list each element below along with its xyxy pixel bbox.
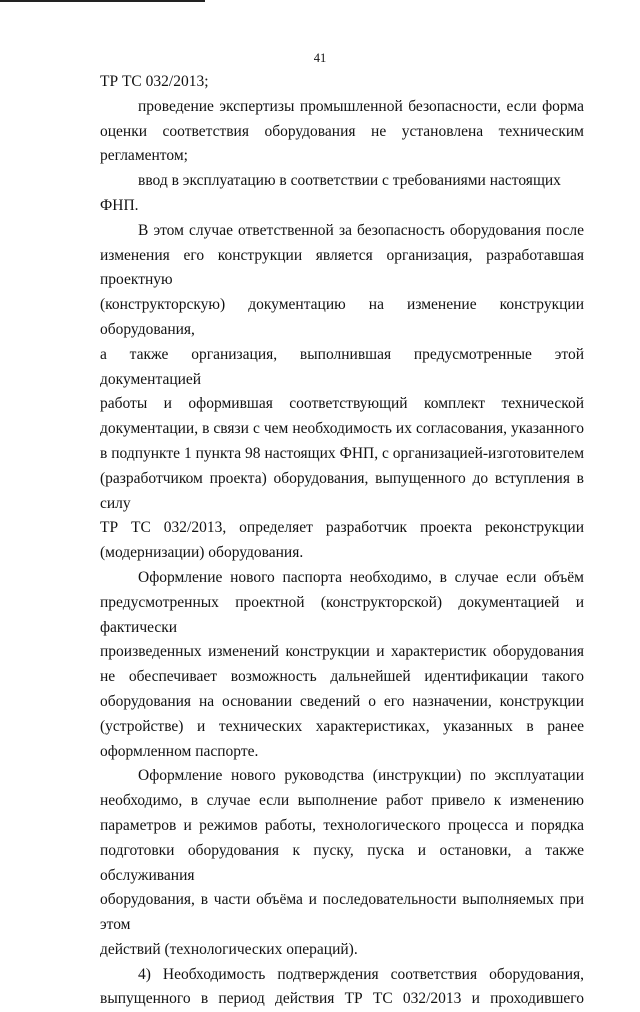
line: подготовки оборудования к пуску, пуска и остановки, а также обслуживания bbox=[100, 841, 584, 884]
line: ввод в эксплуатацию в соответствии с требованиями настоящих ФНП. bbox=[100, 172, 561, 214]
page-number: 41 bbox=[313, 51, 327, 65]
line: не обеспечивает возможность дальнейшей идентификации такого bbox=[100, 668, 584, 686]
line: оборудования на основании сведений о его назначении, конструкции bbox=[100, 692, 584, 710]
paragraph-2 bbox=[100, 95, 584, 169]
line: (устройстве) и технических характеристиках, указанных в ранее bbox=[100, 717, 584, 735]
line: в подпункте 1 пункта 98 настоящих ФНП, с организацией-изготовителем bbox=[100, 444, 584, 462]
line: документации, в связи с чем необходимость их согласования, указанного bbox=[100, 420, 584, 438]
line: предусмотренных проектной (конструкторской) документацией и фактически bbox=[100, 593, 584, 636]
line: (конструкторскую) документацию на изменение конструкции оборудования, bbox=[100, 296, 584, 338]
line-last: (модернизации) оборудования. bbox=[100, 544, 304, 562]
line: параметров и режимов работы, технологического процесса и порядка bbox=[100, 816, 584, 834]
line: оценки соответствия оборудования не установлена техническим bbox=[100, 122, 584, 140]
line: выпущенного в период действия ТР ТС 032/2013 и проходившего bbox=[100, 990, 584, 1008]
line: произведенных изменений конструкции и характеристик оборудования bbox=[100, 643, 584, 661]
paragraph-3 bbox=[100, 169, 584, 219]
document-body bbox=[100, 70, 584, 1012]
paragraph-5 bbox=[100, 566, 584, 764]
line: проведение экспертизы промышленной безопасности, если форма bbox=[138, 97, 584, 115]
line-last: регламентом; bbox=[100, 147, 188, 165]
line: В этом случае ответственной за безопасность оборудования после bbox=[138, 221, 584, 239]
line: Оформление нового руководства (инструкции) по эксплуатации bbox=[138, 767, 584, 785]
line: Оформление нового паспорта необходимо, в случае если объём bbox=[138, 568, 584, 586]
line: необходимо, в случае если выполнение работ привело к изменению bbox=[100, 792, 584, 810]
paragraph-1: ТР ТС 032/2013; bbox=[100, 73, 209, 90]
line-last: действий (технологических операций). bbox=[100, 940, 358, 958]
line: а также организация, выполнившая предусмотренные этой документацией bbox=[100, 345, 584, 388]
line: изменения его конструкции является организация, разработавшая проектную bbox=[100, 246, 584, 289]
line: оборудования, в части объёма и последовательности выполняемых при этом bbox=[100, 891, 584, 934]
line-last: оформленном паспорте. bbox=[100, 742, 259, 760]
scan-edge-line bbox=[0, 0, 205, 2]
paragraph-7 bbox=[100, 963, 584, 1012]
paragraph-6 bbox=[100, 764, 584, 962]
line: ТР ТС 032/2013, определяет разработчик проекта реконструкции bbox=[100, 519, 584, 537]
line: работы и оформившая соответствующий комплект технической bbox=[100, 395, 584, 413]
line: 4) Необходимость подтверждения соответствия оборудования, bbox=[138, 965, 584, 983]
line: (разработчиком проекта) оборудования, выпущенного до вступления в силу bbox=[100, 469, 584, 512]
paragraph-4 bbox=[100, 219, 584, 566]
